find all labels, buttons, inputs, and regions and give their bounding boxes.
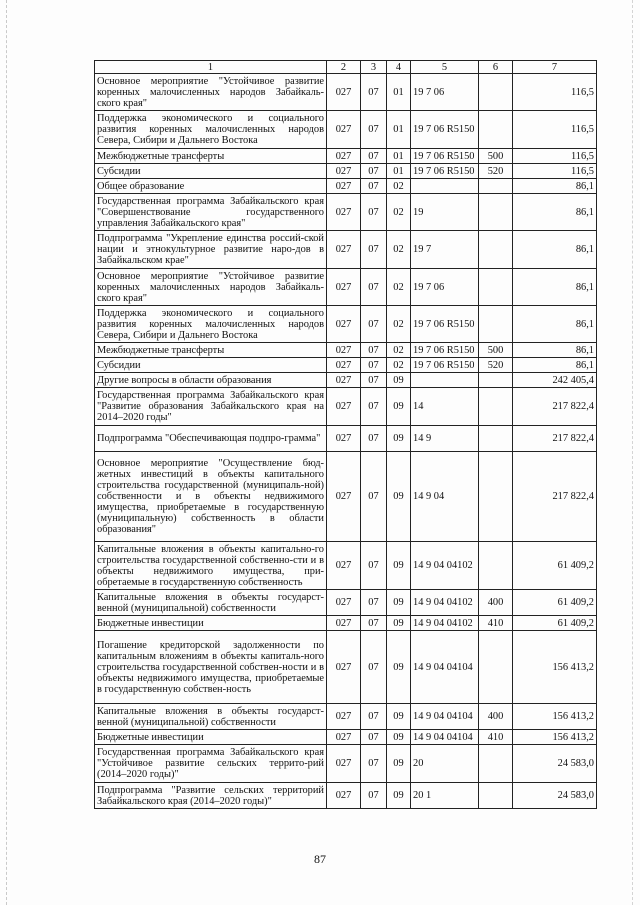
row-amount: 86,1 [513,269,597,306]
row-section: 07 [361,426,387,452]
row-amount: 242 405,4 [513,373,597,388]
table-row [95,542,597,590]
table-row [95,194,597,231]
row-amount: 61 409,2 [513,616,597,631]
table-row [95,373,597,388]
page-number: 87 [314,852,326,866]
row-name: Другие вопросы в области образования [95,373,327,388]
row-name: Основное мероприятие "Устойчивое развитие коренных малочисленных народов Забайкаль-ского края" [95,74,327,111]
row-section: 07 [361,149,387,164]
row-name: Поддержка экономического и социального развития коренных малочисленных народов Севера, Сибири и Дальнего Востока [95,111,327,149]
row-section: 07 [361,616,387,631]
row-amount: 86,1 [513,306,597,343]
row-amount: 86,1 [513,194,597,231]
row-ministry-code: 027 [327,231,361,269]
row-amount: 86,1 [513,358,597,373]
row-ministry-code: 027 [327,373,361,388]
row-subsection: 09 [387,426,411,452]
row-target-item: 14 9 04 04102 [411,542,479,590]
row-amount: 116,5 [513,149,597,164]
row-subsection: 09 [387,783,411,809]
row-amount: 116,5 [513,74,597,111]
row-section: 07 [361,631,387,704]
row-section: 07 [361,542,387,590]
row-ministry-code: 027 [327,388,361,426]
row-target-item: 14 9 04 04104 [411,704,479,730]
row-name: Капитальные вложения в объекты государст-венной (муниципальной) собственности [95,590,327,616]
row-expense-type [479,388,513,426]
row-target-item: 19 7 06 R5150 [411,164,479,179]
row-expense-type [479,745,513,783]
row-expense-type: 410 [479,616,513,631]
row-subsection: 09 [387,616,411,631]
header-col-4: 4 [387,61,411,74]
row-subsection: 02 [387,358,411,373]
header-col-5: 5 [411,61,479,74]
row-section: 07 [361,745,387,783]
row-amount: 86,1 [513,179,597,194]
row-target-item: 19 7 06 R5150 [411,149,479,164]
row-subsection: 09 [387,704,411,730]
row-expense-type [479,194,513,231]
row-ministry-code: 027 [327,452,361,542]
row-expense-type: 520 [479,358,513,373]
row-target-item: 19 7 06 R5150 [411,358,479,373]
row-target-item [411,179,479,194]
row-name: Подпрограмма "Укрепление единства россий-ской нации и этнокультурное развитие наро-дов в Забайкальском крае" [95,231,327,269]
row-section: 07 [361,452,387,542]
row-name: Поддержка экономического и социального развития коренных малочисленных народов Севера, Сибири и Дальнего Востока [95,306,327,343]
row-expense-type: 400 [479,590,513,616]
row-subsection: 01 [387,164,411,179]
row-section: 07 [361,306,387,343]
row-name: Капитальные вложения в объекты капитально-го строительства государственной собственно-сти и в объекты недвижимого имущества, при-обретаемые в государственную собственность [95,542,327,590]
row-amount: 61 409,2 [513,590,597,616]
row-section: 07 [361,231,387,269]
table-row [95,388,597,426]
row-name: Подпрограмма "Обеспечивающая подпро-грамма" [95,426,327,452]
row-ministry-code: 027 [327,745,361,783]
row-target-item: 19 7 06 R5150 [411,111,479,149]
row-expense-type: 500 [479,343,513,358]
row-name: Погашение кредиторской задолженности по капитальным вложениям в объекты капиталь-ного строительства государственной собствен-ности и в объекты недвижимого имущества, приобретаемые в государственную собствен-ность [95,631,327,704]
table-row [95,426,597,452]
row-ministry-code: 027 [327,164,361,179]
row-name: Подпрограмма "Развитие сельских территорий Забайкальского края (2014–2020 годы)" [95,783,327,809]
row-amount: 61 409,2 [513,542,597,590]
row-ministry-code: 027 [327,111,361,149]
header-col-6: 6 [479,61,513,74]
row-target-item: 14 9 04 [411,452,479,542]
row-amount: 156 413,2 [513,631,597,704]
row-name: Государственная программа Забайкальского края "Устойчивое развитие сельских террито-рий (2014–2020 годы)" [95,745,327,783]
row-amount: 86,1 [513,343,597,358]
row-expense-type: 500 [479,149,513,164]
row-subsection: 02 [387,231,411,269]
table-row [95,745,597,783]
header-col-1: 1 [95,61,327,74]
row-expense-type [479,631,513,704]
row-subsection: 09 [387,745,411,783]
row-amount: 24 583,0 [513,783,597,809]
row-expense-type [479,306,513,343]
row-expense-type [479,179,513,194]
row-ministry-code: 027 [327,616,361,631]
row-subsection: 09 [387,631,411,704]
row-amount: 217 822,4 [513,426,597,452]
row-expense-type: 400 [479,704,513,730]
table-row [95,343,597,358]
row-subsection: 09 [387,542,411,590]
row-ministry-code: 027 [327,343,361,358]
row-subsection: 09 [387,373,411,388]
table-row [95,783,597,809]
header-col-2: 2 [327,61,361,74]
row-target-item: 14 9 04 04104 [411,631,479,704]
row-section: 07 [361,74,387,111]
table-row [95,149,597,164]
row-expense-type: 410 [479,730,513,745]
row-subsection: 09 [387,730,411,745]
row-name: Межбюджетные трансферты [95,343,327,358]
table-row [95,452,597,542]
table-row [95,616,597,631]
row-target-item: 14 9 04 04104 [411,730,479,745]
row-target-item: 19 7 [411,231,479,269]
row-expense-type [479,111,513,149]
row-section: 07 [361,388,387,426]
scan-edge-left [6,0,8,905]
row-target-item: 20 1 [411,783,479,809]
table-row [95,74,597,111]
row-name: Основное мероприятие "Осуществление бюд-жетных инвестиций в объекты капитального строительства государственной (муниципаль-ной) собственности и в объекты недвижимого имущества, приобретаемые в государственную (муниципальную) собственность в области образования" [95,452,327,542]
row-subsection: 01 [387,111,411,149]
row-target-item: 19 7 06 R5150 [411,343,479,358]
row-ministry-code: 027 [327,542,361,590]
row-name: Общее образование [95,179,327,194]
row-section: 07 [361,269,387,306]
row-section: 07 [361,730,387,745]
row-subsection: 02 [387,179,411,194]
row-subsection: 01 [387,149,411,164]
row-section: 07 [361,704,387,730]
row-name: Субсидии [95,358,327,373]
row-subsection: 02 [387,269,411,306]
table-row [95,231,597,269]
table-row [95,111,597,149]
row-subsection: 01 [387,74,411,111]
row-section: 07 [361,111,387,149]
row-target-item: 19 7 06 [411,269,479,306]
row-target-item: 19 [411,194,479,231]
row-target-item: 14 9 04 04102 [411,590,479,616]
row-expense-type [479,542,513,590]
row-target-item: 19 7 06 [411,74,479,111]
row-section: 07 [361,373,387,388]
row-ministry-code: 027 [327,426,361,452]
row-ministry-code: 027 [327,590,361,616]
row-section: 07 [361,590,387,616]
table-row [95,704,597,730]
row-name: Государственная программа Забайкальского края "Совершенствование государственного управления Забайкальского края" [95,194,327,231]
row-subsection: 02 [387,343,411,358]
row-expense-type [479,269,513,306]
row-subsection: 02 [387,194,411,231]
row-name: Межбюджетные трансферты [95,149,327,164]
row-target-item: 14 9 [411,426,479,452]
row-subsection: 09 [387,388,411,426]
row-section: 07 [361,164,387,179]
row-amount: 86,1 [513,231,597,269]
row-expense-type [479,74,513,111]
table-row [95,269,597,306]
scan-edge-right [632,0,634,905]
table-row [95,358,597,373]
table-header-row [95,61,597,74]
row-section: 07 [361,179,387,194]
row-subsection: 02 [387,306,411,343]
table-row [95,164,597,179]
table-row [95,590,597,616]
row-ministry-code: 027 [327,269,361,306]
row-expense-type [479,373,513,388]
row-name: Государственная программа Забайкальского края "Развитие образования Забайкальского края на 2014–2020 годы" [95,388,327,426]
row-section: 07 [361,358,387,373]
row-ministry-code: 027 [327,704,361,730]
row-ministry-code: 027 [327,74,361,111]
header-col-3: 3 [361,61,387,74]
row-name: Бюджетные инвестиции [95,616,327,631]
row-expense-type [479,452,513,542]
row-expense-type [479,783,513,809]
row-section: 07 [361,194,387,231]
row-name: Бюджетные инвестиции [95,730,327,745]
row-ministry-code: 027 [327,358,361,373]
row-section: 07 [361,783,387,809]
row-ministry-code: 027 [327,179,361,194]
row-section: 07 [361,343,387,358]
row-subsection: 09 [387,452,411,542]
row-ministry-code: 027 [327,194,361,231]
row-amount: 217 822,4 [513,452,597,542]
row-target-item: 14 9 04 04102 [411,616,479,631]
row-expense-type [479,231,513,269]
row-ministry-code: 027 [327,730,361,745]
row-subsection: 09 [387,590,411,616]
header-col-7: 7 [513,61,597,74]
row-amount: 156 413,2 [513,704,597,730]
table-row [95,631,597,704]
row-ministry-code: 027 [327,783,361,809]
table-row [95,179,597,194]
row-amount: 156 413,2 [513,730,597,745]
row-name: Субсидии [95,164,327,179]
row-target-item: 19 7 06 R5150 [411,306,479,343]
row-ministry-code: 027 [327,631,361,704]
row-name: Основное мероприятие "Устойчивое развитие коренных малочисленных народов Забайкаль-ского края" [95,269,327,306]
table-row [95,306,597,343]
row-ministry-code: 027 [327,306,361,343]
row-amount: 24 583,0 [513,745,597,783]
row-amount: 116,5 [513,164,597,179]
row-amount: 217 822,4 [513,388,597,426]
row-expense-type: 520 [479,164,513,179]
budget-table [94,60,597,809]
table-row [95,730,597,745]
row-ministry-code: 027 [327,149,361,164]
row-expense-type [479,426,513,452]
row-target-item: 14 [411,388,479,426]
row-name: Капитальные вложения в объекты государст-венной (муниципальной) собственности [95,704,327,730]
row-target-item [411,373,479,388]
row-target-item: 20 [411,745,479,783]
row-amount: 116,5 [513,111,597,149]
